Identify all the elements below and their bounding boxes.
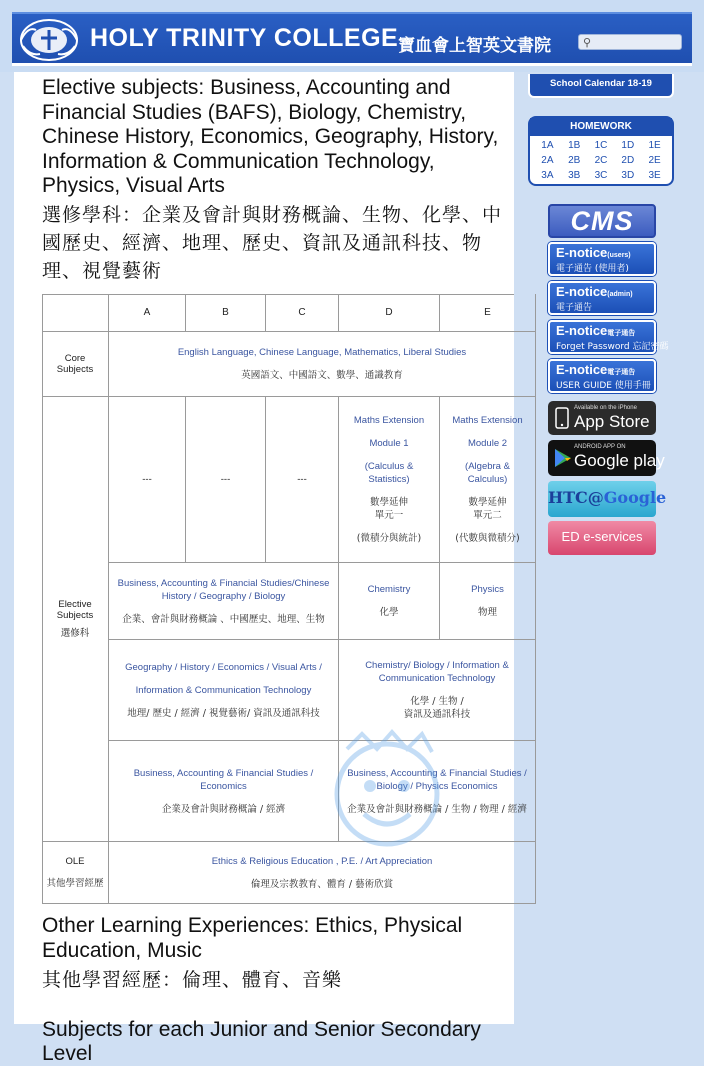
subjects-table <box>42 294 527 904</box>
column-header-d: D <box>339 294 440 332</box>
search-box[interactable] <box>578 34 682 50</box>
site-header <box>0 0 704 72</box>
class-link[interactable]: 2C <box>594 155 608 166</box>
maths-module-2-cell: Maths Extension Module 2 (Algebra & Calculus) 數學延伸 單元二 (代數與微積分) <box>440 397 536 563</box>
iphone-icon <box>555 407 569 429</box>
main-content <box>14 72 527 1065</box>
search-icon: ⚲ <box>583 37 592 49</box>
elective-row3-abc-cell: Geography / History / Economics / Visual Arts / Information & Communication Technology 地理/ 歷史 / 經濟 / 視覺藝術/ 資訊及通訊科技 <box>109 640 339 741</box>
school-mascot-watermark-icon <box>322 724 452 864</box>
elective-row4-de-cell: Business, Accounting & Financial Studies / Biology / Physics Economics 企業及會計與財務概論 / 生物 / 物理 / 經濟 <box>339 741 536 842</box>
electives-chinese: 選修學科：企業及會計與財務概論、生物、化學、中國歷史、經濟、地理、歷史、資訊及通訊科技、物理、視覺藝術 <box>42 204 503 282</box>
elective-row2-e-cell: Physics 物理 <box>440 563 536 640</box>
class-link[interactable]: 1C <box>594 140 608 151</box>
class-link[interactable]: 3D <box>621 170 635 181</box>
ole-chinese: 其他學習經歷：倫理、體育、音樂 <box>42 969 343 991</box>
class-link[interactable]: 2D <box>621 155 635 166</box>
enotice-forget-password-button[interactable]: E-notice電子通告 Forget Password 忘記密碼 <box>548 320 656 354</box>
enotice-user-guide-button[interactable]: E-notice電子通告 USER GUIDE 使用手冊 <box>548 359 656 393</box>
cutoff-heading: Subjects for each Junior and Senior Secondary Level <box>42 1018 481 1065</box>
class-link[interactable]: 3B <box>568 170 581 181</box>
elective-row2-d-cell: Chemistry 化學 <box>339 563 440 640</box>
ole-subjects-cell: Ethics & Religious Education , P.E. / Art Appreciation 倫理及宗教教育、體育 / 藝術欣賞 <box>109 842 536 904</box>
class-link[interactable]: 1B <box>568 140 581 151</box>
class-link[interactable]: 1D <box>621 140 635 151</box>
class-link[interactable]: 3E <box>648 170 661 181</box>
row-label-ole: OLE 其他學習經歷 <box>42 842 109 904</box>
homework-title: HOMEWORK <box>530 118 672 136</box>
class-link[interactable]: 2E <box>648 155 661 166</box>
elective-row4-abc-cell: Business, Accounting & Financial Studies / Economics 企業及會計與財務概論 / 經濟 <box>109 741 339 842</box>
class-link[interactable]: 2B <box>568 155 581 166</box>
column-header-e: E <box>440 294 536 332</box>
ed-eservices-button[interactable]: ED e-services <box>548 521 656 555</box>
elective-row3-de-cell: Chemistry/ Biology / Information & Communication Technology 化學 / 生物 / 資訊及通訊科技 <box>339 640 536 741</box>
enotice-admin-button[interactable]: E-notice(admin) 電子通告 <box>548 281 656 315</box>
class-link[interactable]: 2A <box>541 155 554 166</box>
class-link[interactable]: 1E <box>648 140 661 151</box>
app-store-button[interactable]: Available on the iPhone App Store <box>548 401 656 435</box>
header-bar <box>12 12 692 66</box>
maths-module-1-cell: Maths Extension Module 1 (Calculus & Statistics) 數學延伸 單元一 (微積分與統計) <box>339 397 440 563</box>
class-link[interactable]: 1A <box>541 140 554 151</box>
school-logo-icon[interactable] <box>18 16 80 64</box>
blank-cell-b: --- <box>186 397 266 563</box>
elective-row2-abc-cell: Business, Accounting & Financial Studies/Chinese History / Geography / Biology 企業、會計與財務概論 、中國歷史、地理、生物 <box>109 563 339 640</box>
row-label-core: Core Subjects <box>42 332 109 397</box>
site-title-chinese[interactable]: 寶血會上智英文書院 <box>398 36 551 56</box>
cms-button[interactable]: CMS <box>548 204 656 238</box>
class-link[interactable]: 3A <box>541 170 554 181</box>
google-play-icon <box>554 448 572 468</box>
site-title[interactable]: HOLY TRINITY COLLEGE <box>90 24 399 52</box>
school-calendar-link[interactable]: School Calendar 18-19 <box>528 74 674 98</box>
search-input[interactable] <box>597 36 679 48</box>
row-label-elective: Elective Subjects 選修科 <box>42 397 109 842</box>
table-corner-cell <box>42 294 109 332</box>
homework-class-grid <box>530 136 672 185</box>
google-play-button[interactable]: ANDROID APP ON Google play <box>548 440 656 476</box>
homework-panel <box>528 116 674 186</box>
electives-english: Elective subjects: Business, Accounting and Financial Studies (BAFS), Biology, Chemistry, Chinese History, Economics, Geography, History, Information & Communication Technology, Physics, Visual Arts <box>42 76 499 197</box>
ole-english: Other Learning Experiences: Ethics, Physical Education, Music <box>42 914 463 962</box>
blank-cell-c: --- <box>266 397 339 563</box>
sidebar <box>516 72 704 1024</box>
column-header-a: A <box>109 294 186 332</box>
class-link[interactable]: 3C <box>594 170 608 181</box>
blank-cell-a: --- <box>109 397 186 563</box>
column-header-c: C <box>266 294 339 332</box>
column-header-b: B <box>186 294 266 332</box>
core-subjects-cell: English Language, Chinese Language, Mathematics, Liberal Studies 英國語文、中國語文、數學、通識教育 <box>109 332 536 397</box>
htc-google-button[interactable]: HTC@Google <box>548 481 656 517</box>
enotice-users-button[interactable]: E-notice(users) 電子通告 (使用者) <box>548 242 656 276</box>
